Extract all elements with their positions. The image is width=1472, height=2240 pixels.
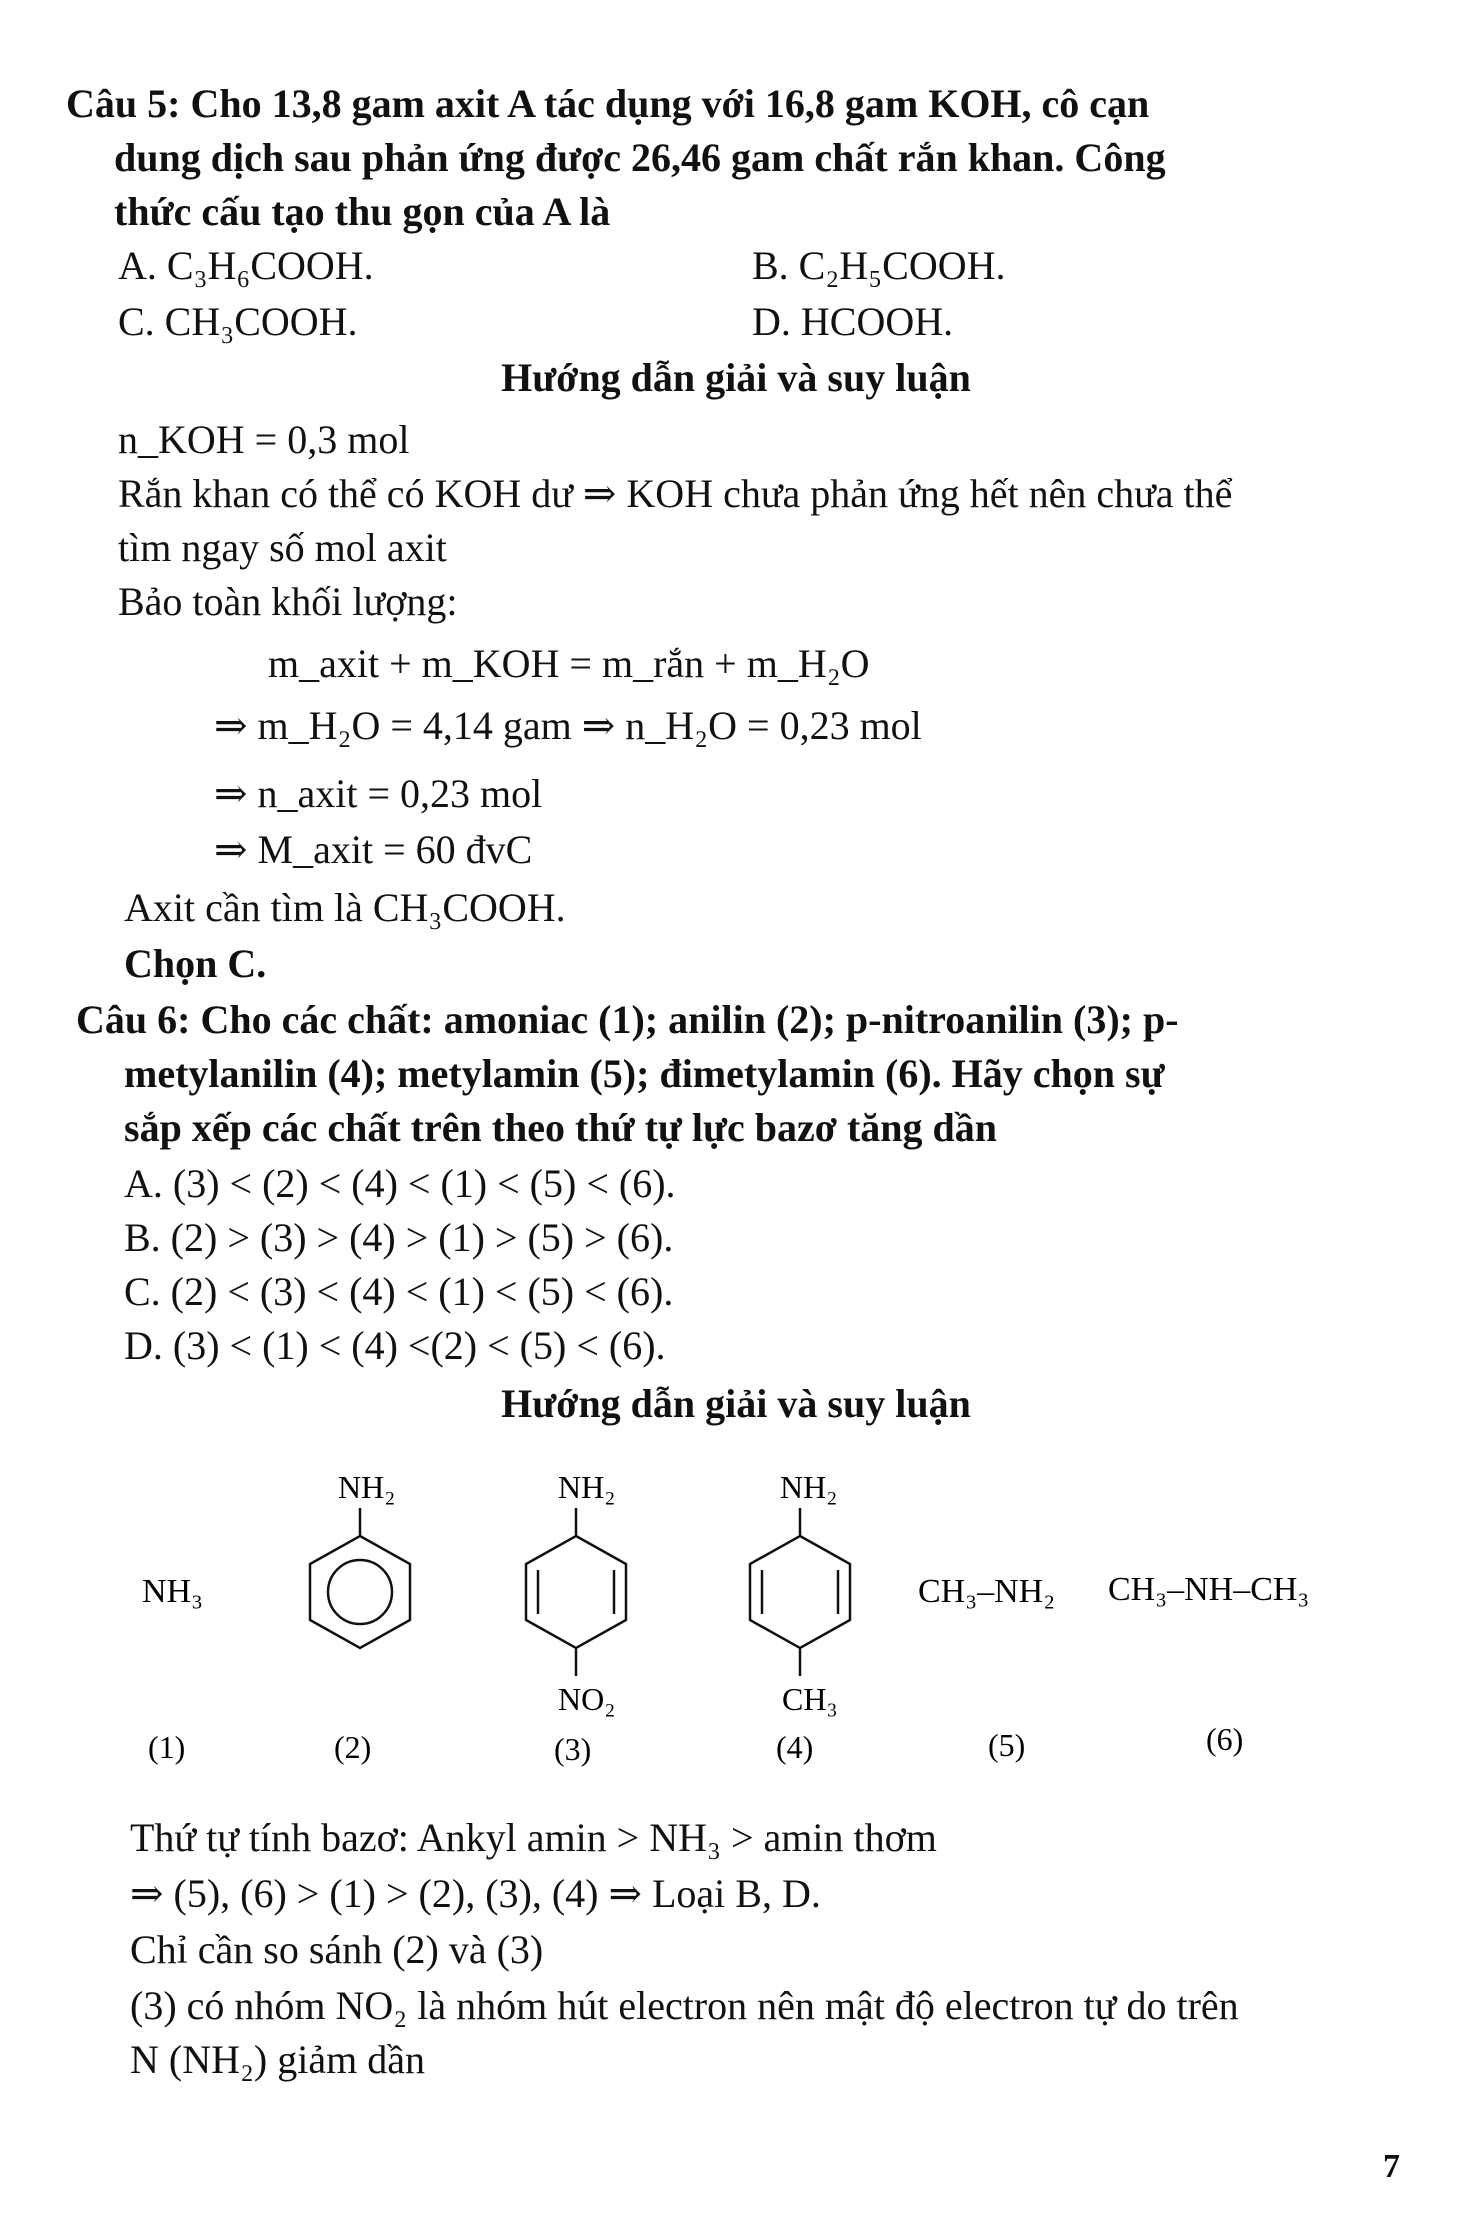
- q6-sol-line: ⇒ (5), (6) > (1) > (2), (3), (4) ⇒ Loại B, D.: [130, 1871, 821, 1916]
- structure-label: (4): [776, 1729, 814, 1765]
- q5-derivation: ⇒ n_axit = 0,23 mol: [214, 771, 543, 816]
- benzene-ring-icon: [310, 1536, 410, 1648]
- q6-sol-line: (3) có nhóm NO₂ là nhóm hút electron nên mật độ electron tự do trên: [130, 1983, 1239, 2028]
- benzene-ring-icon: [750, 1536, 850, 1648]
- p-methylaniline-structure: [750, 1469, 850, 1717]
- q5-derivation: ⇒ M_axit = 60 đvC: [214, 827, 533, 872]
- structure-label: (5): [988, 1727, 1026, 1763]
- structure-label: (6): [1206, 1721, 1244, 1757]
- q5-sol-line: Rắn khan có thể có KOH dư ⇒ KOH chưa phản ứng hết nên chưa thể: [118, 471, 1233, 516]
- p-nitroaniline-nh2: NH₂: [558, 1469, 616, 1505]
- p-nitroaniline-structure: [526, 1469, 626, 1717]
- q6-sol-line: Chỉ cần so sánh (2) và (3): [130, 1927, 544, 1972]
- aniline-structure: [310, 1469, 410, 1648]
- q5-derivation: ⇒ m_H₂O = 4,14 gam ⇒ n_H₂O = 0,23 mol: [214, 703, 922, 748]
- q6-option-d: D. (3) < (1) < (4) <(2) < (5) < (6).: [124, 1323, 666, 1368]
- structure-label: (3): [554, 1731, 592, 1767]
- q6-line-2: metylanilin (4); metylamin (5); đimetylamin (6). Hãy chọn sự: [124, 1051, 1165, 1096]
- q5-option-d: D. HCOOH.: [752, 299, 954, 344]
- q5-option-c: C. CH₃COOH.: [118, 299, 358, 344]
- q5-guide-title: Hướng dẫn giải và suy luận: [501, 355, 971, 400]
- dimethylamine-formula: CH₃–NH–CH₃: [1108, 1571, 1310, 1608]
- q5-conclusion: Axit cần tìm là CH₃COOH.: [124, 885, 566, 930]
- q5-line-2: dung dịch sau phản ứng được 26,46 gam chất rắn khan. Công: [114, 135, 1166, 180]
- q6-sol-line: Thứ tự tính bazơ: Ankyl amin > NH₃ > amin thơm: [130, 1815, 937, 1860]
- q6-guide-title: Hướng dẫn giải và suy luận: [501, 1381, 971, 1426]
- p-methylaniline-ch3: CH₃: [782, 1681, 838, 1717]
- p-methylaniline-nh2: NH₂: [780, 1469, 838, 1505]
- q6-option-c: C. (2) < (3) < (4) < (1) < (5) < (6).: [124, 1269, 674, 1314]
- methylamine-formula: CH₃–NH₂: [918, 1573, 1056, 1610]
- q5-line-1: Câu 5: Cho 13,8 gam axit A tác dụng với 16,8 gam KOH, cô cạn: [66, 81, 1150, 126]
- q6-line-1: Câu 6: Cho các chất: amoniac (1); anilin (2); p-nitroanilin (3); p-: [76, 997, 1179, 1042]
- structures-figure: [0, 1460, 1472, 1790]
- aniline-nh2: NH₂: [338, 1469, 396, 1505]
- nh3-formula: NH₃: [142, 1573, 203, 1610]
- q5-answer: Chọn C.: [124, 941, 267, 986]
- q5-option-b: B. C₂H₅COOH.: [752, 243, 1006, 288]
- q5-sol-line: n_KOH = 0,3 mol: [118, 417, 410, 462]
- q6-sol-line: N (NH₂) giảm dần: [130, 2037, 425, 2082]
- q6-option-b: B. (2) > (3) > (4) > (1) > (5) > (6).: [124, 1215, 674, 1260]
- structure-label: (2): [334, 1729, 372, 1765]
- q5-sol-line: Bảo toàn khối lượng:: [118, 579, 458, 624]
- q6-option-a: A. (3) < (2) < (4) < (1) < (5) < (6).: [124, 1161, 676, 1206]
- benzene-ring-icon: [526, 1536, 626, 1648]
- structure-label: (1): [148, 1729, 186, 1765]
- q6-line-3: sắp xếp các chất trên theo thứ tự lực bazơ tăng dần: [124, 1105, 998, 1150]
- q5-line-3: thức cấu tạo thu gọn của A là: [114, 189, 611, 234]
- q5-equation: m_axit + m_KOH = m_rắn + m_H₂O: [268, 641, 870, 686]
- page-number: 7: [1383, 2148, 1400, 2185]
- q5-sol-line: tìm ngay số mol axit: [118, 525, 447, 570]
- p-nitroaniline-no2: NO₂: [558, 1681, 616, 1717]
- q5-option-a: A. C₃H₆COOH.: [118, 243, 374, 288]
